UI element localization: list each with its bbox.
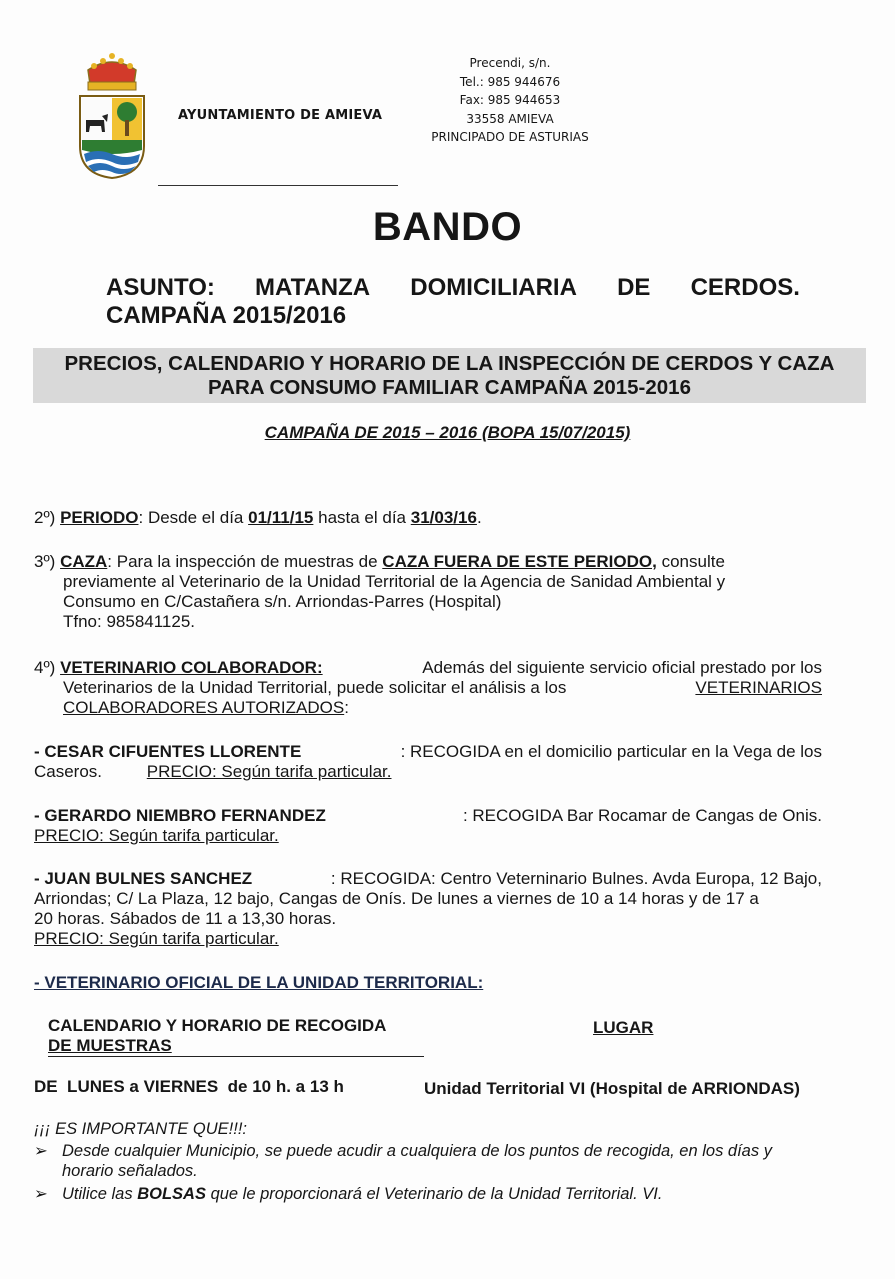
vet-price: PRECIO: Según tarifa particular. (34, 826, 279, 845)
periodo-text: hasta el día (318, 508, 407, 527)
item-number: 3º) (34, 552, 56, 571)
vet-text: : RECOGIDA: Centro Veterninario Bulnes. Avda Europa, 12 Bajo, (330, 869, 822, 888)
lugar-column-header: LUGAR (593, 1018, 654, 1037)
vet-entry (34, 869, 822, 949)
caza-line: previamente al Veterinario de la Unidad Territorial de la Agencia de Sanidad Ambiental y (63, 572, 726, 591)
bullet-text: Desde cualquier Municipio, se puede acudir a cualquiera de los puntos de recogida, en los días y (62, 1142, 772, 1160)
veterinario-paragraph: 4º) VETERINARIO COLABORADOR: Además del siguiente servicio oficial prestado por los Veterinarios de la Unidad Territorial, puede solicitar el análisis a los VETERINARIOS COLABORADORES AUTORIZADOS: (34, 658, 822, 717)
vet-name: - JUAN BULNES SANCHEZ (34, 869, 253, 888)
address-line: Fax: 985 944653 (459, 93, 561, 107)
column-header-line: CALENDARIO Y HORARIO DE RECOGIDA (48, 1016, 387, 1035)
periodo-to: 31/03/16 (410, 508, 477, 527)
arrowhead-bullet-icon: ➢ (34, 1185, 48, 1203)
subject-word: CERDOS. (690, 274, 800, 301)
arrowhead-bullet-icon: ➢ (34, 1142, 48, 1160)
banner-line: PARA CONSUMO FAMILIAR CAMPAÑA 2015-2016 (208, 376, 691, 399)
important-bullet (34, 1141, 874, 1181)
coat-of-arms-icon (74, 50, 150, 182)
bullet-text: Utilice las (62, 1185, 133, 1203)
caza-line: Tfno: 985841125. (63, 612, 196, 631)
caza-line: Consumo en C/Castañera s/n. Arriondas-Parres (Hospital) (63, 592, 502, 611)
calendar-column-header (48, 1016, 424, 1057)
vet-text: Arriondas; C/ La Plaza, 12 bajo, Cangas de Onís. De lunes a viernes de 10 a 14 horas y de 17 a (34, 889, 759, 908)
vet-text: : RECOGIDA Bar Rocamar de Cangas de Onis. (462, 806, 822, 825)
veterinario-label: VETERINARIO COLABORADOR: (60, 658, 323, 677)
bullet-text: que le proporcionará el Veterinario de la Unidad Territorial. VI. (210, 1185, 663, 1203)
periodo-label: PERIODO (60, 508, 139, 527)
vet-name: - CESAR CIFUENTES LLORENTE (34, 742, 302, 761)
vet-name: - GERARDO NIEMBRO FERNANDEZ (34, 806, 326, 825)
periodo-text: Desde el día (147, 508, 244, 527)
subject-word: MATANZA (255, 274, 371, 301)
vet-text: 20 horas. Sábados de 11 a 13,30 horas. (34, 909, 337, 928)
campaign-line: CAMPAÑA DE 2015 – 2016 (BOPA 15/07/2015) (264, 423, 631, 442)
item-number: 4º) (34, 658, 56, 677)
vet-price: PRECIO: Según tarifa particular. (146, 762, 392, 781)
caza-bold: CAZA FUERA DE ESTE PERIODO, (382, 552, 657, 571)
subject-word: DOMICILIARIA (410, 274, 577, 301)
vet-text: : RECOGIDA en el domicilio particular en la Vega de los (400, 742, 822, 761)
periodo-from: 01/11/15 (248, 508, 314, 527)
caza-text: consulte (661, 552, 725, 571)
banner-line: PRECIOS, CALENDARIO Y HORARIO DE LA INSPECCIÓN DE CERDOS Y CAZA (64, 352, 835, 375)
address-line: 33558 AMIEVA (466, 111, 554, 126)
vet-price: PRECIO: Según tarifa particular. (34, 929, 279, 948)
council-name: AYUNTAMIENTO DE AMIEVA (178, 108, 383, 123)
important-bullet (34, 1184, 834, 1204)
item-number: 2º) (34, 508, 56, 527)
subject-word: ASUNTO: (106, 274, 215, 301)
veterinario-text: Veterinarios de la Unidad Territorial, puede solicitar el análisis a los (63, 678, 567, 697)
column-header-line: DE MUESTRAS (48, 1036, 172, 1055)
address-line: PRINCIPADO DE ASTURIAS (431, 130, 589, 144)
caza-paragraph: 3º) CAZA: Para la inspección de muestras de CAZA FUERA DE ESTE PERIODO, consulte previamente al Veterinario de la Unidad Territorial de la Agencia de Sanidad Ambiental y Consumo en C/Castañera s/n. Arriondas-Parres (Hospital) Tfno: 985841125. (34, 552, 824, 632)
bullet-text: horario señalados. (62, 1162, 198, 1180)
subject-block (106, 274, 800, 330)
oficial-heading: - VETERINARIO OFICIAL DE LA UNIDAD TERRITORIAL: (34, 973, 484, 992)
address-line: Precendi, s/n. (469, 56, 551, 70)
caza-text: Para la inspección de muestras de (116, 552, 378, 571)
periodo-paragraph: 2º) PERIODO: Desde el día 01/11/15 hasta el día 31/03/16. (34, 508, 482, 527)
veterinarios-link: VETERINARIOS (695, 678, 822, 697)
vet-text: Caseros. (34, 762, 103, 781)
address-line: Tel.: 985 944676 (459, 74, 561, 89)
caza-label: CAZA (60, 552, 108, 571)
vet-entry (34, 806, 822, 846)
vet-entry (34, 742, 822, 782)
veterinario-text: Además del siguiente servicio oficial prestado por los (422, 658, 822, 677)
important-heading: ¡¡¡ ES IMPORTANTE QUE!!!: (34, 1120, 247, 1138)
colaboradores-link: COLABORADORES AUTORIZADOS (63, 698, 345, 717)
periodo-end: . (476, 508, 482, 527)
document-title: BANDO (372, 205, 523, 249)
subject-line2: CAMPAÑA 2015/2016 (106, 302, 347, 329)
bullet-bold: BOLSAS (137, 1185, 206, 1203)
place-text: Unidad Territorial VI (Hospital de ARRIONDAS) (424, 1079, 800, 1098)
subject-word: DE (617, 274, 651, 301)
header-divider (158, 185, 398, 186)
schedule-text: DE LUNES a VIERNES de 10 h. a 13 h (34, 1077, 344, 1096)
address-block (400, 54, 620, 147)
banner-title (33, 352, 866, 400)
